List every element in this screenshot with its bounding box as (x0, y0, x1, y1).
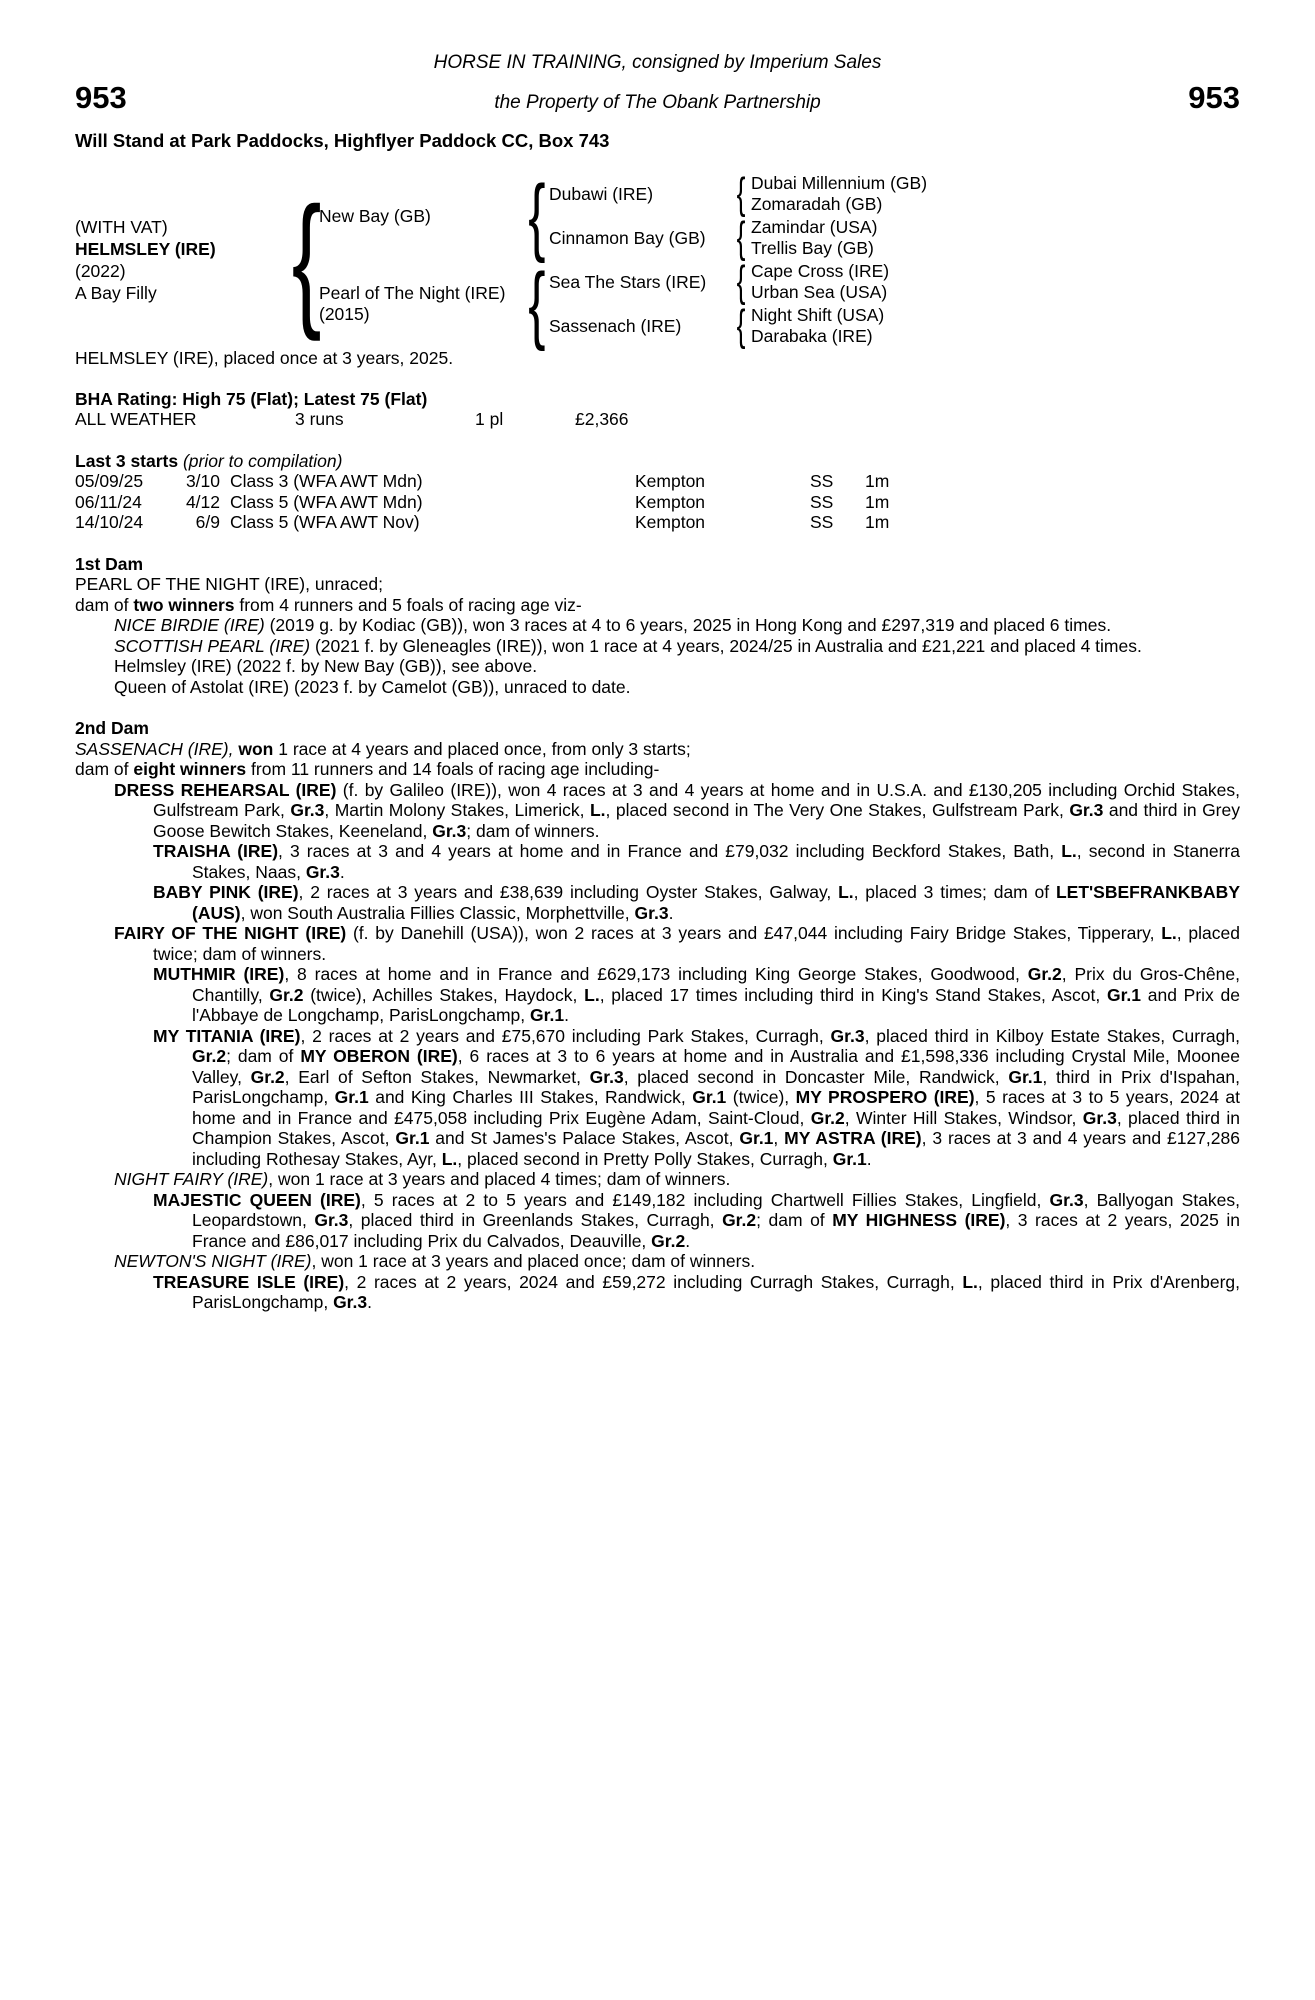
race-position: 3/10 (185, 471, 220, 491)
sire-parents (549, 169, 928, 262)
pedigree-paragraph: Helmsley (IRE) (2022 f. by New Bay (GB)), see above. (114, 656, 538, 676)
with-vat-note: (WITH VAT) (75, 217, 168, 237)
sire-dam-sire-name: Zamindar (USA) (751, 217, 878, 237)
lot-number-right: 953 (1188, 80, 1240, 115)
race-date: 06/11/24 (75, 491, 142, 512)
placings-count: 1 pl (475, 409, 504, 429)
dam-sire-dam-name: Urban Sea (USA) (751, 282, 888, 302)
race-course: Kempton (635, 491, 706, 512)
race-class: Class 5 (WFA AWT Mdn) (230, 491, 423, 512)
pedigree-paragraph: NEWTON'S NIGHT (IRE), won 1 race at 3 years and placed once; dam of winners. (114, 1251, 756, 1271)
dam-sections (75, 554, 1240, 1313)
pedigree-brace-main: { (291, 177, 322, 342)
horse-description: A Bay Filly (75, 283, 157, 303)
bha-rating-line: BHA Rating: High 75 (Flat); Latest 75 (Flat) (75, 388, 428, 409)
race-going: SS (810, 471, 834, 491)
pedigree-paragraph: MAJESTIC QUEEN (IRE), 5 races at 2 to 5 years and £149,182 including Chartwell Fillies Stakes, Lingfield, Gr.3, Ballyogan Stakes, Leopardstown, Gr.3, placed third in Greenlands Stakes, Curragh, Gr.2; dam of MY HIGHNESS (IRE), 3 races at 2 years, 2025 in France and £86,017 including Prix du Calvados, Deauville, Gr.2. (153, 1189, 1240, 1251)
dam-dam-row (549, 301, 889, 350)
section-heading: 1st Dam (75, 553, 144, 574)
race-row (75, 492, 1240, 513)
last-starts-title: Last 3 starts (75, 450, 179, 471)
dam-parents (549, 257, 890, 350)
sire-dam-dam-name: Trellis Bay (GB) (751, 238, 874, 258)
pedigree-paragraph: BABY PINK (IRE), 2 races at 3 years and £38,639 including Oyster Stakes, Galway, L., placed 3 times; dam of LET'SBEFRANKBABY (AUS), won South Australia Fillies Classic, Morphettville, Gr.3. (153, 882, 1240, 923)
surface-label: ALL WEATHER (75, 409, 197, 429)
race-row (75, 512, 1240, 533)
pedigree-paragraph: Queen of Astolat (IRE) (2023 f. by Camelot (GB)), unraced to date. (114, 676, 631, 697)
dam-name: Pearl of The Night (IRE) (319, 283, 506, 303)
dam-dam-name: Sassenach (IRE) (549, 315, 682, 336)
dam-sire-parents (751, 261, 889, 303)
runs-count: 3 runs (295, 409, 344, 429)
race-course: Kempton (635, 512, 706, 532)
race-record-summary: HELMSLEY (IRE), placed once at 3 years, 2025. (75, 348, 454, 368)
dam-year: (2015) (319, 304, 370, 324)
dam-group (319, 256, 927, 352)
lot-number-left: 953 (75, 80, 127, 115)
rating-stats-row (75, 409, 1240, 430)
pedigree-paragraph: MY TITANIA (IRE), 2 races at 2 years and £75,670 including Park Stakes, Curragh, Gr.3, placed third in Kilboy Estate Stakes, Curragh, Gr.2; dam of MY OBERON (IRE), 6 races at 3 to 6 years at home and in Australia and £1,598,336 including Crystal Mile, Moonee Valley, Gr.2, Earl of Sefton Stakes, Newmarket, Gr.3, placed second in Doncaster Mile, Randwick, Gr.1, third in Prix d'Ispahan, ParisLongchamp, Gr.1 and King Charles III Stakes, Randwick, Gr.1 (twice), MY PROSPERO (IRE), 5 races at 3 to 5 years, 2024 at home and in France and £475,058 including Prix Eugène Adam, Saint-Cloud, Gr.2, Winter Hill Stakes, Windsor, Gr.3, placed third in Champion Stakes, Ascot, Gr.1 and St James's Palace Stakes, Ascot, Gr.1, MY ASTRA (IRE), 3 races at 3 and 4 years and £127,286 including Rothesay Stakes, Ayr, L., placed second in Pretty Polly Stakes, Curragh, Gr.1. (153, 1025, 1241, 1169)
horse-info-block (75, 216, 285, 304)
sire-sire-sire-name: Dubai Millennium (GB) (751, 173, 928, 193)
pedigree-paragraph: PEARL OF THE NIGHT (IRE), unraced; (75, 574, 383, 594)
pedigree-paragraph: DRESS REHEARSAL (IRE) (f. by Galileo (IRE)), won 4 races at 3 and 4 years at home and in U.S.A. and £130,205 including Orchid Stakes, Gulfstream Park, Gr.3, Martin Molony Stakes, Limerick, L., placed second in The Very One Stakes, Gulfstream Park, Gr.3 and third in Grey Goose Bewitch Stakes, Keeneland, Gr.3; dam of winners. (114, 779, 1240, 841)
race-class: Class 3 (WFA AWT Mdn) (230, 471, 423, 491)
dam-sire-sire-name: Cape Cross (IRE) (751, 261, 890, 281)
race-row (75, 471, 1240, 492)
pedigree-paragraph: NICE BIRDIE (IRE) (2019 g. by Kodiac (GB)), won 3 races at 4 to 6 years, 2025 in Hong Kong and £297,319 and placed 6 times. (114, 615, 1112, 635)
dam-name-block (319, 283, 523, 325)
horse-name: HELMSLEY (IRE) (75, 239, 216, 259)
sire-group (319, 168, 928, 264)
sire-dam-row (549, 213, 927, 262)
dam-dam-sire-name: Night Shift (USA) (751, 305, 885, 325)
pedigree-generation-1 (319, 168, 928, 352)
sire-brace: { (528, 168, 546, 264)
pedigree-paragraph: FAIRY OF THE NIGHT (IRE) (f. by Danehill (USA)), won 2 races at 3 years and £47,044 including Fairy Bridge Stakes, Tipperary, L., placed twice; dam of winners. (114, 923, 1240, 964)
dam-dam-parents (751, 305, 884, 347)
dam-sire-brace: { (736, 257, 746, 306)
race-distance: 1m (865, 491, 890, 512)
race-position: 4/12 (185, 491, 220, 512)
sire-sire-name: Dubawi (IRE) (549, 183, 654, 204)
lot-header-row (75, 82, 1240, 114)
sire-name: New Bay (GB) (319, 205, 431, 226)
last-starts-heading (75, 451, 1240, 472)
sire-sire-parents (751, 173, 927, 215)
dam-sire-row (549, 257, 890, 306)
last-starts-rows (75, 471, 1240, 533)
race-class: Class 5 (WFA AWT Nov) (230, 512, 420, 532)
stand-location-line: Will Stand at Park Paddocks, Highflyer Paddock CC, Box 743 (75, 130, 610, 151)
sire-sire-brace: { (736, 169, 746, 218)
pedigree-paragraph: dam of two winners from 4 runners and 5 foals of racing age viz- (75, 594, 582, 615)
pedigree-paragraph: dam of eight winners from 11 runners and 14 foals of racing age including- (75, 759, 660, 779)
pedigree-table (75, 168, 1240, 352)
dam-sire-name: Sea The Stars (IRE) (549, 271, 707, 292)
last-starts-subtitle: (prior to compilation) (178, 450, 343, 471)
race-going: SS (810, 491, 834, 512)
dam-dam-dam-name: Darabaka (IRE) (751, 326, 873, 346)
pedigree-paragraph: MUTHMIR (IRE), 8 races at home and in France and £629,173 including King George Stakes, Goodwood, Gr.2, Prix du Gros-Chêne, Chantilly, Gr.2 (twice), Achilles Stakes, Haydock, L., placed 17 times including third in King's Stand Stakes, Ascot, Gr.1 and Prix de l'Abbaye de Longchamp, ParisLongchamp, Gr.1. (153, 964, 1240, 1025)
horse-year: (2022) (75, 261, 126, 281)
sire-dam-parents (751, 217, 877, 259)
dam-brace: { (528, 256, 546, 352)
dam-dam-brace: { (736, 301, 746, 350)
sire-sire-row (549, 169, 928, 218)
pedigree-paragraph: TREASURE ISLE (IRE), 2 races at 2 years, 2024 and £59,272 including Curragh Stakes, Curragh, L., placed third in Prix d'Arenberg, ParisLongchamp, Gr.3. (153, 1271, 1240, 1312)
race-going: SS (810, 512, 834, 532)
consignor-line: HORSE IN TRAINING, consigned by Imperium Sales (433, 52, 882, 73)
sire-dam-brace: { (736, 213, 746, 262)
pedigree-paragraph: SASSENACH (IRE), won 1 race at 4 years and placed once, from only 3 starts; (75, 738, 691, 759)
race-position: 6/9 (195, 512, 220, 532)
property-line: the Property of The Obank Partnership (494, 92, 821, 113)
sire-sire-dam-name: Zomaradah (GB) (751, 194, 883, 214)
race-distance: 1m (865, 512, 890, 532)
race-date: 14/10/24 (75, 512, 144, 532)
pedigree-paragraph: NIGHT FAIRY (IRE), won 1 race at 3 years and placed 4 times; dam of winners. (114, 1169, 731, 1189)
sire-dam-name: Cinnamon Bay (GB) (549, 227, 706, 248)
section-heading: 2nd Dam (75, 718, 149, 738)
race-date: 05/09/25 (75, 471, 144, 491)
pedigree-paragraph: SCOTTISH PEARL (IRE) (2021 f. by Gleneagles (IRE)), won 1 race at 4 years, 2024/25 in Australia and £21,221 and placed 4 times. (114, 635, 1142, 656)
pedigree-paragraph: TRAISHA (IRE), 3 races at 3 and 4 years at home and in France and £79,032 including Beckford Stakes, Bath, L., second in Stanerra Stakes, Naas, Gr.3. (153, 841, 1240, 882)
race-distance: 1m (865, 471, 890, 491)
race-course: Kempton (635, 471, 706, 491)
earnings-value: £2,366 (575, 409, 629, 429)
